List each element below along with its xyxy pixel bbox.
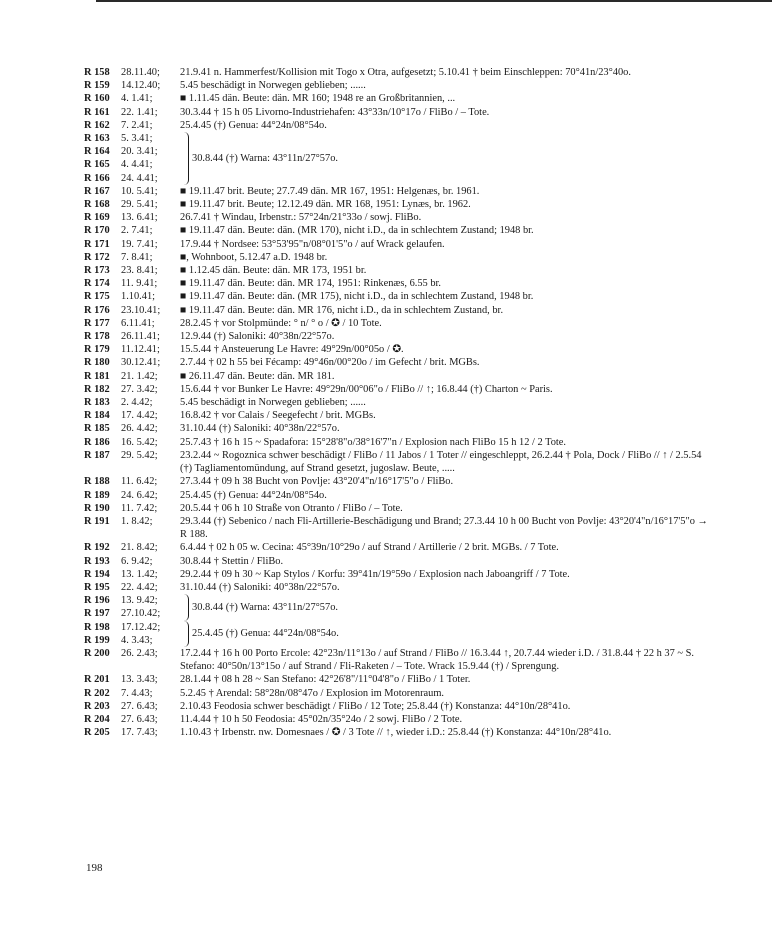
- fate-text: 26.7.41 † Windau, Irbenstr.: 57°24n/21°33o / sowj. FliBo.: [180, 212, 422, 224]
- boat-id: R 164: [84, 146, 110, 158]
- entry-r177: [84, 317, 714, 330]
- fate-text: 31.10.44 (†) Saloniki: 40°38n/22°57o.: [180, 581, 340, 593]
- fate-text: ■ 19.11.47 brit. Beute; 12.12.49 dän. MR 168, 1951: Lynæs, br. 1962.: [180, 199, 471, 211]
- launch-date: 1.10.41;: [121, 291, 156, 303]
- entry-r180: [84, 356, 714, 369]
- launch-date: 20. 3.41;: [121, 146, 158, 158]
- launch-date: 11.12.41;: [121, 344, 160, 356]
- launch-date: 6. 9.42;: [121, 555, 153, 567]
- boat-id: R 171: [84, 238, 110, 250]
- launch-date: 4. 1.41;: [121, 93, 153, 105]
- fate-text: 15.6.44 † vor Bunker Le Havre: 49°29n/00°06"o / FliBo // ↑; 16.8.44 (†) Charton ~ Paris.: [180, 383, 553, 395]
- entry-r199: [84, 634, 180, 647]
- launch-date: 26. 2.43;: [121, 647, 158, 659]
- boat-id: R 197: [84, 608, 110, 620]
- fate-text: ■ 1.12.45 dän. Beute: dän. MR 173, 1951 br.: [180, 265, 367, 277]
- entry-r167: [84, 185, 714, 198]
- launch-date: 16. 5.42;: [121, 436, 158, 448]
- entry-r161: [84, 106, 714, 119]
- boat-id: R 196: [84, 595, 110, 607]
- entry-r194: [84, 568, 714, 581]
- entry-group-r196-r197: [84, 594, 714, 620]
- fate-text: 5.45 beschädigt in Norwegen geblieben; ......: [180, 397, 366, 409]
- launch-date: 17.12.42;: [121, 621, 161, 633]
- boat-id: R 192: [84, 542, 110, 554]
- fate-text: ■ 19.11.47 dän. Beute: dän. (MR 170), nicht i.D., da in schlechtem Zustand; 1948 br.: [180, 225, 534, 237]
- fate-text: ■ 1.11.45 dän. Beute: dän. MR 160; 1948 re an Großbritannien, ...: [180, 93, 456, 105]
- fate-text: 27.3.44 † 09 h 38 Bucht von Povlje: 43°20'4"n/16°17'5"o / FliBo.: [180, 476, 454, 488]
- boat-id: R 190: [84, 502, 110, 514]
- boat-id: R 203: [84, 700, 110, 712]
- entry-r196: [84, 594, 180, 607]
- entry-r182: [84, 383, 714, 396]
- fate-text: 28.1.44 † 08 h 28 ~ San Stefano: 42°26'8"/11°04'8"o / FliBo / 1 Toter.: [180, 674, 471, 686]
- boat-id: R 170: [84, 225, 110, 237]
- boat-id: R 191: [84, 515, 110, 527]
- fate-text: 17.9.44 † Nordsee: 53°53'95"n/08°01'5"o / auf Wrack gelaufen.: [180, 238, 445, 250]
- entry-r170: [84, 224, 714, 237]
- launch-date: 4. 4.41;: [121, 159, 153, 171]
- launch-date: 13. 6.41;: [121, 212, 158, 224]
- launch-date: 11. 6.42;: [121, 476, 158, 488]
- fate-text: ■ 19.11.47 dän. Beute: dän. (MR 175), nicht i.D., da in schlechtem Zustand, 1948 br.: [180, 291, 534, 303]
- entry-r176: [84, 304, 714, 317]
- launch-date: 7. 2.41;: [121, 119, 153, 131]
- fate-text: 2.10.43 Feodosia schwer beschädigt / FliBo / 12 Tote; 25.8.44 (†) Konstanza: 44°10n/28°41o.: [180, 700, 571, 712]
- launch-date: 26. 4.42;: [121, 423, 158, 435]
- boat-id: R 160: [84, 93, 110, 105]
- entry-r203: [84, 700, 714, 713]
- boat-id: R 162: [84, 119, 110, 131]
- boat-id: R 172: [84, 251, 110, 263]
- boat-id: R 185: [84, 423, 110, 435]
- launch-date: 7. 8.41;: [121, 251, 153, 263]
- fate-text: ■, Wohnboot, 5.12.47 a.D. 1948 br.: [180, 251, 328, 263]
- boat-id: R 166: [84, 172, 110, 184]
- boat-id: R 158: [84, 67, 110, 78]
- boat-id: R 174: [84, 278, 110, 290]
- launch-date: 21. 8.42;: [121, 542, 158, 554]
- launch-date: 1. 8.42;: [121, 515, 153, 527]
- fate-text: ■ 19.11.47 dän. Beute: dän. MR 174, 1951: Rinkenæs, 6.55 br.: [180, 278, 442, 290]
- entry-r205: [84, 726, 714, 739]
- entry-r200: [84, 647, 714, 673]
- boat-id: R 199: [84, 634, 110, 646]
- launch-date: 19. 7.41;: [121, 238, 158, 250]
- fate-text: 29.2.44 † 09 h 30 ~ Kap Stylos / Korfu: 39°41n/19°59o / Explosion nach Jaboangriff / 7 Tote.: [180, 568, 570, 580]
- boat-id: R 195: [84, 581, 110, 593]
- entry-group-r198-r199: [84, 621, 714, 647]
- fate-text: 5.2.45 † Arendal: 58°28n/08°47o / Explosion im Motorenraum.: [180, 687, 445, 699]
- boat-id: R 159: [84, 80, 110, 92]
- entry-r174: [84, 277, 714, 290]
- group-fate-text: 25.4.45 (†) Genua: 44°24n/08°54o.: [192, 628, 339, 640]
- launch-date: 24. 6.42;: [121, 489, 158, 501]
- boat-id: R 187: [84, 449, 110, 461]
- group-brace: [180, 132, 189, 185]
- boat-id: R 163: [84, 133, 110, 145]
- boat-id: R 189: [84, 489, 110, 501]
- entry-r201: [84, 673, 714, 686]
- boat-id: R 204: [84, 713, 110, 725]
- boat-id: R 198: [84, 621, 110, 633]
- fate-text: ■ 19.11.47 dän. Beute: dän. MR 176, nicht i.D., da in schlechtem Zustand, br.: [180, 304, 504, 316]
- fate-text: 6.4.44 † 02 h 05 w. Cecina: 45°39n/10°29o / auf Strand / Artillerie / 2 brit. MGBs. / 7 Tote.: [180, 542, 559, 554]
- launch-date: 11. 7.42;: [121, 502, 158, 514]
- fate-text: 17.2.44 † 16 h 00 Porto Ercole: 42°23n/11°13o / auf Strand / FliBo // 16.3.44 ↑, 20.7.44 wieder i.D. / 31.8.44 † 22 h 37 ~ S. Stefano: 40°50n/13°15o / auf Strand / Fli-Raketen / – Tote. Wrack 15.9.44 (†) / Sprengung.: [180, 647, 695, 673]
- launch-date: 27. 3.42;: [121, 383, 158, 395]
- fate-text: 2.7.44 † 02 h 55 bei Fécamp: 49°46n/00°20o / im Gefecht / brit. MGBs.: [180, 357, 480, 369]
- launch-date: 29. 5.41;: [121, 199, 158, 211]
- boat-id: R 167: [84, 185, 110, 197]
- boat-id: R 173: [84, 265, 110, 277]
- launch-date: 13. 9.42;: [121, 595, 158, 607]
- boat-id: R 177: [84, 317, 110, 329]
- boat-id: R 184: [84, 410, 110, 422]
- launch-date: 27. 6.43;: [121, 713, 158, 725]
- entry-r187: [84, 449, 714, 475]
- boat-id: R 205: [84, 727, 110, 739]
- launch-date: 28.11.40;: [121, 67, 160, 78]
- group-brace: [180, 594, 189, 620]
- fate-text: ■ 26.11.47 dän. Beute: dän. MR 181.: [180, 370, 335, 382]
- launch-date: 24. 4.41;: [121, 172, 158, 184]
- fate-text: 15.5.44 † Ansteuerung Le Havre: 49°29n/00°05o / ✪.: [180, 344, 404, 356]
- entry-group-r163-r166: [84, 132, 714, 185]
- entry-r168: [84, 198, 714, 211]
- fate-text: 28.2.45 † vor Stolpmünde: ° n/ ° o / ✪ / 10 Tote.: [180, 317, 382, 329]
- boat-id: R 180: [84, 357, 110, 369]
- fate-text: 31.10.44 (†) Saloniki: 40°38n/22°57o.: [180, 423, 340, 435]
- fate-text: 5.45 beschädigt in Norwegen geblieben; ......: [180, 80, 366, 92]
- group-fate-text: 30.8.44 (†) Warna: 43°11n/27°57o.: [192, 152, 338, 164]
- launch-date: 21. 1.42;: [121, 370, 158, 382]
- launch-date: 11. 9.41;: [121, 278, 158, 290]
- fate-text: 25.4.45 (†) Genua: 44°24n/08°54o.: [180, 489, 327, 501]
- group-rows: [84, 621, 180, 647]
- boat-id: R 201: [84, 674, 110, 686]
- fate-text: 30.3.44 † 15 h 05 Livorno-Industriehafen: 43°33n/10°17o / FliBo / – Tote.: [180, 106, 490, 118]
- launch-date: 30.12.41;: [121, 357, 161, 369]
- launch-date: 27. 6.43;: [121, 700, 158, 712]
- fate-text: 16.8.42 † vor Calais / Seegefecht / brit. MGBs.: [180, 410, 376, 422]
- fate-text: 11.4.44 † 10 h 50 Feodosia: 45°02n/35°24o / 2 sowj. FliBo / 2 Tote.: [180, 713, 463, 725]
- boat-id: R 176: [84, 304, 110, 316]
- launch-date: 23. 8.41;: [121, 265, 158, 277]
- entry-r189: [84, 489, 714, 502]
- entry-r190: [84, 502, 714, 515]
- entry-r191: [84, 515, 714, 541]
- entry-r192: [84, 541, 714, 554]
- boat-id: R 169: [84, 212, 110, 224]
- launch-date: 10. 5.41;: [121, 185, 158, 197]
- launch-date: 13. 1.42;: [121, 568, 158, 580]
- page-number: 198: [86, 862, 103, 874]
- group-fate-text: 30.8.44 (†) Warna: 43°11n/27°57o.: [192, 601, 338, 613]
- boat-id: R 202: [84, 687, 110, 699]
- fate-text: 20.5.44 † 06 h 10 Straße von Otranto / FliBo / – Tote.: [180, 502, 403, 514]
- launch-date: 29. 5.42;: [121, 449, 158, 461]
- entry-r197: [84, 607, 180, 620]
- entry-r164: [84, 145, 180, 158]
- boat-id: R 193: [84, 555, 110, 567]
- boat-id: R 161: [84, 106, 110, 118]
- entry-r165: [84, 158, 180, 171]
- fate-text: 12.9.44 (†) Saloniki: 40°38n/22°57o.: [180, 331, 335, 343]
- entry-r172: [84, 251, 714, 264]
- entry-r173: [84, 264, 714, 277]
- launch-date: 17. 7.43;: [121, 727, 158, 739]
- entry-r158: [84, 66, 714, 79]
- entry-r188: [84, 475, 714, 488]
- launch-date: 2. 4.42;: [121, 397, 153, 409]
- boat-id: R 175: [84, 291, 110, 303]
- launch-date: 23.10.41;: [121, 304, 161, 316]
- boat-id: R 194: [84, 568, 110, 580]
- boat-id: R 200: [84, 647, 110, 659]
- fate-text: 21.9.41 n. Hammerfest/Kollision mit Togo x Otra, aufgesetzt; 5.10.41 † beim Einschleppen: 70°41n/23°40o.: [180, 67, 631, 78]
- entry-r204: [84, 713, 714, 726]
- launch-date: 13. 3.43;: [121, 674, 158, 686]
- fate-text: 25.7.43 † 16 h 15 ~ Spadafora: 15°28'8"o/38°16'7"n / Explosion nach FliBo 15 h 12 / 2 Tote.: [180, 436, 567, 448]
- entry-r171: [84, 238, 714, 251]
- entry-r163: [84, 132, 180, 145]
- entry-r178: [84, 330, 714, 343]
- fate-text: 30.8.44 † Stettin / FliBo.: [180, 555, 284, 567]
- boat-id: R 188: [84, 476, 110, 488]
- entry-r169: [84, 211, 714, 224]
- fate-text: 25.4.45 (†) Genua: 44°24n/08°54o.: [180, 119, 327, 131]
- launch-date: 5. 3.41;: [121, 133, 153, 145]
- entry-r195: [84, 581, 714, 594]
- boat-id: R 179: [84, 344, 110, 356]
- group-brace: [180, 621, 189, 647]
- fate-text: 29.3.44 (†) Sebenico / nach Fli-Artillerie-Beschädigung und Brand; 27.3.44 10 h 00 Bucht von Povlje: 43°20'4"n/16°17'5"o → R 188.: [180, 515, 708, 541]
- entry-r159: [84, 79, 714, 92]
- group-rows: [84, 594, 180, 620]
- launch-date: 27.10.42;: [121, 608, 161, 620]
- launch-date: 2. 7.41;: [121, 225, 153, 237]
- entry-r186: [84, 436, 714, 449]
- launch-date: 26.11.41;: [121, 331, 160, 343]
- launch-date: 6.11.41;: [121, 317, 155, 329]
- entry-r179: [84, 343, 714, 356]
- entry-r160: [84, 92, 714, 105]
- fate-text: 23.2.44 ~ Rogoznica schwer beschädigt / FliBo / 11 Jabos / 1 Toter // eingeschleppt, 26.2.44 † Pola, Dock / FliBo // ↑ / 2.5.54 (†) Tagliamentomündung, auf Strand gesetzt, jugoslaw. Beute, .....: [180, 449, 702, 475]
- entry-r162: [84, 119, 714, 132]
- boat-id: R 183: [84, 397, 110, 409]
- entry-r193: [84, 555, 714, 568]
- launch-date: 4. 3.43;: [121, 634, 153, 646]
- fate-text: 1.10.43 † Irbenstr. nw. Domesnaes / ✪ / 3 Tote // ↑, wieder i.D.: 25.8.44 (†) Konstanza: 44°10n/28°41o.: [180, 727, 612, 739]
- entry-r202: [84, 687, 714, 700]
- boat-id: R 168: [84, 199, 110, 211]
- launch-date: 17. 4.42;: [121, 410, 158, 422]
- fate-text: ■ 19.11.47 brit. Beute; 27.7.49 dän. MR 167, 1951: Helgenæs, br. 1961.: [180, 185, 480, 197]
- entry-r175: [84, 290, 714, 303]
- launch-date: 14.12.40;: [121, 80, 161, 92]
- boat-id: R 182: [84, 383, 110, 395]
- entry-r181: [84, 370, 714, 383]
- entry-r183: [84, 396, 714, 409]
- top-rule: [96, 0, 772, 2]
- entry-r198: [84, 621, 180, 634]
- launch-date: 22. 4.42;: [121, 581, 158, 593]
- boat-id: R 186: [84, 436, 110, 448]
- launch-date: 7. 4.43;: [121, 687, 153, 699]
- boat-id: R 178: [84, 331, 110, 343]
- entry-r166: [84, 172, 180, 185]
- group-rows: [84, 132, 180, 185]
- entry-r184: [84, 409, 714, 422]
- register-list: [84, 66, 714, 739]
- boat-id: R 165: [84, 159, 110, 171]
- boat-id: R 181: [84, 370, 110, 382]
- entry-r185: [84, 422, 714, 435]
- launch-date: 22. 1.41;: [121, 106, 158, 118]
